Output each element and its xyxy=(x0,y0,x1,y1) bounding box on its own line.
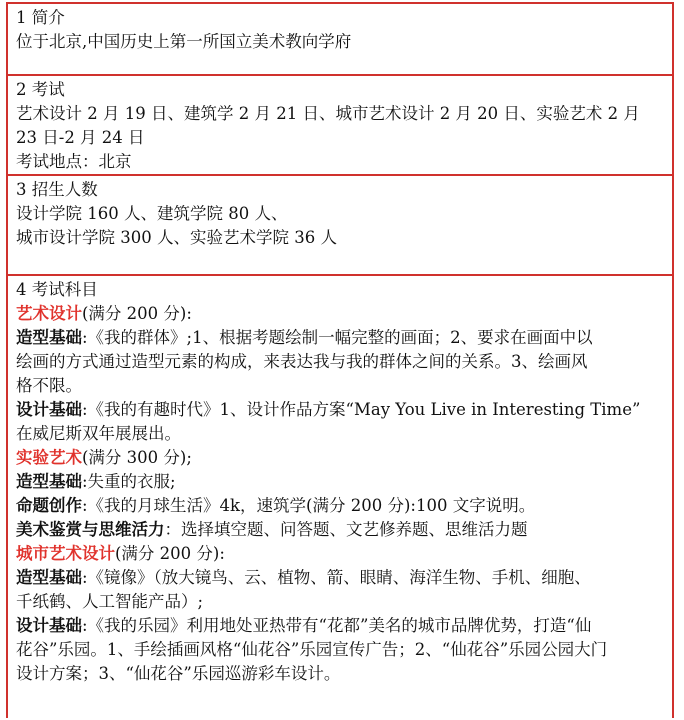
item-text: 在威尼斯双年展展出。 xyxy=(16,424,181,443)
item-text: ：选择填空题、问答题、文艺修养题、思维活力题 xyxy=(164,520,528,539)
section-title: 1 简介 xyxy=(16,8,65,27)
item-text: :《我的月球生活》4k，速筑学(满分 200 分):100 文字说明。 xyxy=(82,496,536,515)
subject-item xyxy=(16,398,664,422)
item-label: 造型基础 xyxy=(16,472,82,491)
subject-score: (满分 300 分); xyxy=(82,448,192,467)
enrollment-line: 设计学院 160 人、建筑学院 80 人、 xyxy=(16,204,288,223)
section-subjects xyxy=(8,274,672,720)
item-text: 千纸鹤、人工智能产品）; xyxy=(16,592,204,611)
section-title: 4 考试科目 xyxy=(16,280,98,299)
section-title: 3 招生人数 xyxy=(16,180,98,199)
subject-header-exp xyxy=(16,446,664,470)
item-label: 命题创作 xyxy=(16,496,82,515)
subject-name: 艺术设计 xyxy=(16,304,82,323)
exam-location: 考试地点：北京 xyxy=(16,152,132,171)
item-text: 花谷”乐园。1、手绘插画风格“仙花谷”乐园宣传广告；2、“仙花谷”乐园公园大门 xyxy=(16,640,608,659)
subject-name: 城市艺术设计 xyxy=(16,544,115,563)
item-label: 设计基础 xyxy=(16,400,82,419)
subject-item xyxy=(16,614,664,638)
item-label: 美术鉴赏与思维活力 xyxy=(16,520,165,539)
item-text: :《我的有趣时代》1、设计作品方案“May You Live in Interesting Time” xyxy=(82,400,641,419)
subject-item xyxy=(16,326,664,350)
item-text: 格不限。 xyxy=(16,376,82,395)
exam-dates: 艺术设计 2 月 19 日、建筑学 2 月 21 日、城市艺术设计 2 月 20 日、实验艺术 2 月 xyxy=(16,104,640,123)
info-table xyxy=(6,2,674,718)
subject-score: (满分 200 分): xyxy=(115,544,225,563)
intro-text: 位于北京,中国历史上第一所国立美术教向学府 xyxy=(16,32,352,51)
section-enrollment xyxy=(8,174,672,274)
item-text: :《镜像》（放大镜鸟、云、植物、箭、眼睛、海洋生物、手机、细胞、 xyxy=(82,568,591,587)
exam-dates-cont: 23 日-2 月 24 日 xyxy=(16,128,145,147)
subject-header-art xyxy=(16,302,664,326)
enrollment-line: 城市设计学院 300 人、实验艺术学院 36 人 xyxy=(16,228,337,247)
item-label: 造型基础 xyxy=(16,568,82,587)
item-text: 绘画的方式通过造型元素的构成，来表达我与我的群体之间的关系。3、绘画风 xyxy=(16,352,588,371)
item-label: 造型基础 xyxy=(16,328,82,347)
item-label: 设计基础 xyxy=(16,616,82,635)
section-intro xyxy=(8,2,672,74)
subject-item xyxy=(16,566,664,590)
item-text: :《我的群体》;1、根据考题绘制一幅完整的画面；2、要求在画面中以 xyxy=(82,328,593,347)
subject-item xyxy=(16,494,664,518)
subject-header-city xyxy=(16,542,664,566)
item-text: :失重的衣服; xyxy=(82,472,176,491)
subject-item xyxy=(16,518,664,542)
item-text: 设计方案；3、“仙花谷”乐园巡游彩车设计。 xyxy=(16,664,341,683)
subject-item xyxy=(16,470,664,494)
item-text: :《我的乐园》利用地处亚热带有“花都”美名的城市品牌优势，打造“仙 xyxy=(82,616,592,635)
subject-score: (满分 200 分): xyxy=(82,304,192,323)
section-title: 2 考试 xyxy=(16,80,65,99)
section-exam xyxy=(8,74,672,174)
subject-name: 实验艺术 xyxy=(16,448,82,467)
